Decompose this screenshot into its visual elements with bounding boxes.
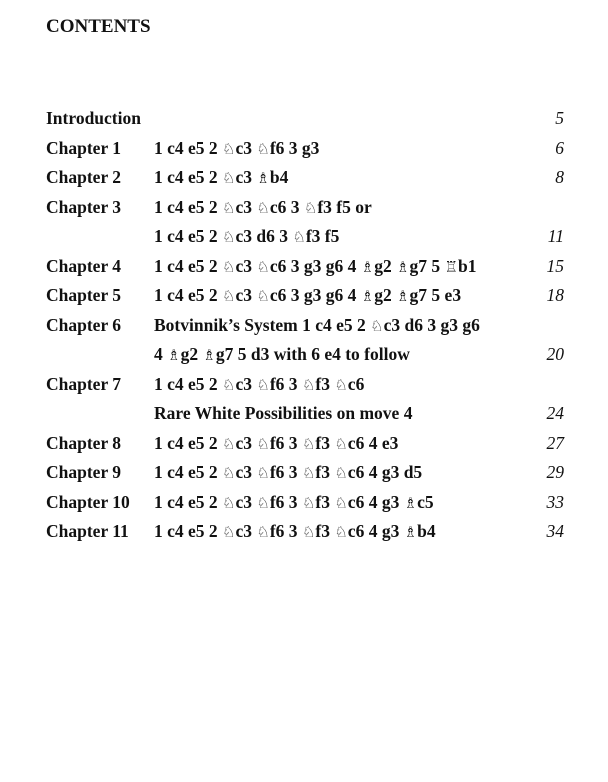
toc-entry-chapter-7-continued[interactable] xyxy=(46,399,564,429)
toc-entry-chapter-2[interactable] xyxy=(46,163,564,193)
chapter-label: Chapter 9 xyxy=(46,462,122,482)
chapter-title: 1 c4 e5 2 ♘c3 ♘f6 3 ♘f3 ♘c6 4 g3 ♗c5 xyxy=(154,491,434,512)
chapter-title: 1 c4 e5 2 ♘c3 ♘f6 3 ♘f3 ♘c6 4 g3 d5 xyxy=(154,462,423,482)
chess-piece-icon: ♘ xyxy=(256,287,270,305)
chess-piece-icon: ♘ xyxy=(334,523,348,541)
chess-piece-icon: ♗ xyxy=(256,169,270,187)
chapter-title: 1 c4 e5 2 ♘c3 ♘c6 3 ♘f3 f5 or xyxy=(154,196,372,217)
page-number: 6 xyxy=(555,137,564,158)
chess-piece-icon: ♘ xyxy=(256,139,270,158)
toc-entry-chapter-5[interactable] xyxy=(46,281,564,311)
chess-piece-icon: ♘ xyxy=(301,464,316,482)
chapter-label: Chapter 8 xyxy=(46,432,122,453)
page-number: 18 xyxy=(546,285,564,305)
chapter-title: 1 c4 e5 2 ♘c3 d6 3 ♘f3 f5 xyxy=(154,226,340,246)
chess-piece-icon: ♘ xyxy=(256,257,270,276)
chapter-title: 1 c4 e5 2 ♘c3 ♘f6 3 g3 xyxy=(154,137,320,158)
chess-piece-icon: ♘ xyxy=(301,375,316,394)
chess-piece-icon: ♗ xyxy=(396,257,410,276)
chapter-title: 1 c4 e5 2 ♘c3 ♘c6 3 g3 g6 4 ♗g2 ♗g7 5 ♖b1 xyxy=(154,255,477,276)
toc-entry-chapter-3[interactable] xyxy=(46,193,564,223)
chess-piece-icon: ♘ xyxy=(256,493,270,512)
chapter-label: Chapter 3 xyxy=(46,196,122,217)
chess-piece-icon: ♘ xyxy=(256,523,270,541)
chapter-label: Chapter 10 xyxy=(46,491,130,512)
chess-piece-icon: ♘ xyxy=(301,434,316,453)
chess-piece-icon: ♗ xyxy=(167,346,181,364)
chess-piece-icon: ♘ xyxy=(222,139,236,158)
page-number: 5 xyxy=(555,108,564,128)
chess-piece-icon: ♗ xyxy=(403,523,418,541)
chapter-title: 4 ♗g2 ♗g7 5 d3 with 6 e4 to follow xyxy=(154,344,410,364)
chapter-title: 1 c4 e5 2 ♘c3 ♘f6 3 ♘f3 ♘c6 4 g3 ♗b4 xyxy=(154,521,436,541)
chess-piece-icon: ♗ xyxy=(396,287,410,305)
page-number: 8 xyxy=(555,167,564,187)
chapter-label: Chapter 4 xyxy=(46,255,122,276)
page-number: 15 xyxy=(546,255,564,276)
page-number: 27 xyxy=(546,432,564,453)
chess-piece-icon: ♘ xyxy=(301,493,316,512)
contents-heading: CONTENTS xyxy=(46,16,151,37)
chapter-label: Introduction xyxy=(46,108,141,128)
chapter-label: Chapter 1 xyxy=(46,137,122,158)
chess-piece-icon: ♘ xyxy=(222,375,236,394)
chess-piece-icon: ♘ xyxy=(222,287,236,305)
chess-piece-icon: ♘ xyxy=(222,228,236,246)
toc-entry-chapter-4[interactable] xyxy=(46,252,564,282)
chapter-title: 1 c4 e5 2 ♘c3 ♗b4 xyxy=(154,167,289,187)
chess-piece-icon: ♘ xyxy=(222,493,236,512)
chess-piece-icon: ♘ xyxy=(222,169,236,187)
chess-piece-icon: ♘ xyxy=(334,464,348,482)
chess-piece-icon: ♘ xyxy=(334,434,348,453)
chess-piece-icon: ♘ xyxy=(256,198,270,217)
chess-piece-icon: ♘ xyxy=(222,434,236,453)
toc-entry-chapter-10[interactable] xyxy=(46,488,564,518)
toc-entry-chapter-11[interactable] xyxy=(46,517,564,547)
table-of-contents xyxy=(46,104,564,547)
toc-entry-introduction[interactable] xyxy=(46,104,564,134)
chess-piece-icon: ♗ xyxy=(202,346,216,364)
chapter-title: 1 c4 e5 2 ♘c3 ♘c6 3 g3 g6 4 ♗g2 ♗g7 5 e3 xyxy=(154,285,462,305)
chess-piece-icon: ♗ xyxy=(403,493,418,512)
chess-piece-icon: ♘ xyxy=(222,464,236,482)
toc-entry-chapter-6[interactable] xyxy=(46,311,564,341)
chess-piece-icon: ♘ xyxy=(334,375,348,394)
chess-piece-icon: ♘ xyxy=(256,464,270,482)
page-number: 29 xyxy=(546,462,564,482)
chess-piece-icon: ♘ xyxy=(303,198,318,217)
toc-entry-chapter-3-continued[interactable] xyxy=(46,222,564,252)
chess-piece-icon: ♖ xyxy=(444,257,458,276)
toc-entry-chapter-7[interactable] xyxy=(46,370,564,400)
chess-piece-icon: ♗ xyxy=(360,257,375,276)
chess-piece-icon: ♘ xyxy=(256,375,270,394)
page-number: 34 xyxy=(546,521,564,541)
chess-piece-icon: ♘ xyxy=(292,228,306,246)
chess-piece-icon: ♗ xyxy=(360,287,375,305)
chess-piece-icon: ♘ xyxy=(370,316,384,335)
chess-piece-icon: ♘ xyxy=(256,434,270,453)
chapter-title: Rare White Possibilities on move 4 xyxy=(154,403,413,423)
chapter-label: Chapter 11 xyxy=(46,521,129,541)
chapter-title: 1 c4 e5 2 ♘c3 ♘f6 3 ♘f3 ♘c6 4 e3 xyxy=(154,432,399,453)
chapter-label: Chapter 7 xyxy=(46,373,122,394)
chapter-label: Chapter 5 xyxy=(46,285,122,305)
chapter-label: Chapter 2 xyxy=(46,167,122,187)
chapter-label: Chapter 6 xyxy=(46,314,122,335)
page-number: 24 xyxy=(546,403,564,423)
toc-entry-chapter-8[interactable] xyxy=(46,429,564,459)
toc-entry-chapter-9[interactable] xyxy=(46,458,564,488)
page-number: 11 xyxy=(547,226,564,246)
chapter-title: Botvinnik’s System 1 c4 e5 2 ♘c3 d6 3 g3 g6 xyxy=(154,314,480,335)
chess-piece-icon: ♘ xyxy=(222,523,236,541)
chapter-title: 1 c4 e5 2 ♘c3 ♘f6 3 ♘f3 ♘c6 xyxy=(154,373,365,394)
toc-entry-chapter-6-continued[interactable] xyxy=(46,340,564,370)
chess-piece-icon: ♘ xyxy=(334,493,348,512)
toc-entry-chapter-1[interactable] xyxy=(46,134,564,164)
chess-piece-icon: ♘ xyxy=(301,523,316,541)
page-number: 20 xyxy=(546,344,564,364)
chess-piece-icon: ♘ xyxy=(222,257,236,276)
page-number: 33 xyxy=(546,491,564,512)
chess-piece-icon: ♘ xyxy=(222,198,236,217)
